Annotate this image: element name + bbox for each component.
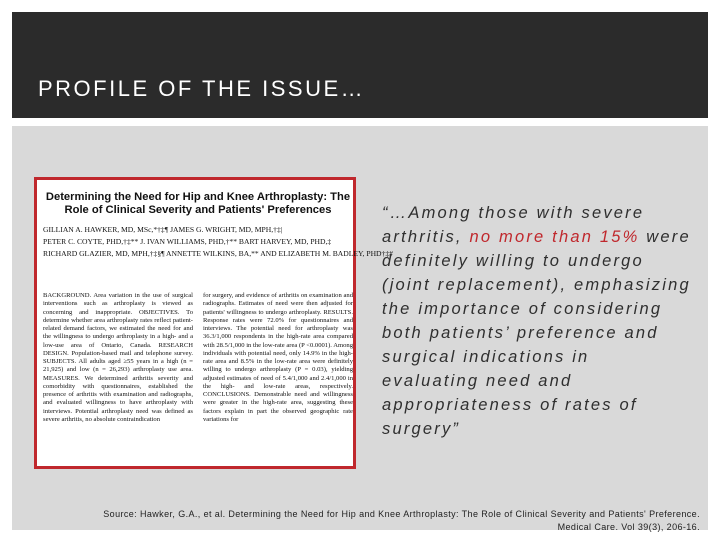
- paper-author-line: RICHARD GLAZIER, MD, MPH,†‡§¶ ANNETTE WILKINS, BA,** AND ELIZABETH M. BADLEY, PHD†‡#: [43, 249, 393, 259]
- paper-abstract-right-column: for surgery, and evidence of arthritis on examination and radiographs. Estimates of need were then adjusted for patients' willingness to undergo arthroplasty. RESULTS. Response rates were 72.0% for questionnaires and interviews. The potential need for arthroplasty was 36.3/1,000 respondents in the high-rate area compared with 28.5/1,000 in the low-rate area (P <0.0001). Among individuals with potential need, only 14.9% in the high-rate area and 8.5% in the low-rate area were definitely willing to undergo arthroplasty (P = 0.03), yielding adjusted estimates of need of 5.4/1,000 and 2.4/1,000 in the high- and low-rate areas, respectively. CONCLUSIONS. Demonstrable need and willingness were greater in the high-rate area, suggesting these factors explain in part the observed geographic rate variations for: [203, 292, 353, 423]
- paper-author-line: GILLIAN A. HAWKER, MD, MSc,*†‡¶ JAMES G. WRIGHT, MD, MPH,†‡|: [43, 225, 283, 234]
- paper-title: Determining the Need for Hip and Knee Arthroplasty: The Role of Clinical Severity and Patients' Preferences: [45, 191, 351, 216]
- source-citation-line1: Source: Hawker, G.A., et al. Determining the Need for Hip and Knee Arthroplasty: The Role of Clinical Severity and Patients' Preference.: [103, 509, 700, 519]
- slide-header: [12, 12, 708, 118]
- source-citation: [24, 508, 700, 534]
- paper-author-line: PETER C. COYTE, PHD,†‡** J. IVAN WILLIAMS, PHD,†** BART HARVEY, MD, PHD,‡: [43, 237, 332, 247]
- quote-text-end: were definitely willing to undergo (joint replacement), emphasizing the importance of considering both patients’ preference and surgical indications in evaluating need and appropriateness of rates of surgery”: [382, 228, 691, 438]
- quote-text: [382, 201, 692, 441]
- source-citation-line2: Medical Care. Vol 39(3), 206-16.: [557, 522, 700, 532]
- paper-abstract-left-column: BACKGROUND. Area variation in the use of surgical interventions such as arthroplasty is viewed as concerning and inappropriate. OBJECTIVES. To determine whether area arthroplasty rates reflect patient-related demand factors, we estimated the need for and the willingness to undergo arthroplasty in a high- and a low-use area of Ontario, Canada. RESEARCH DESIGN. Population-based mail and telephone survey. SUBJECTS. All adults aged ≥55 years in a high (n = 21,925) and low (n = 26,293) arthroplasty use area. MEASURES. We determined arthritis severity and comorbidity with questionnaires, established the presence of arthritis with examination and radiographs, and evaluated willingness to have arthroplasty with interviews. Potential arthroplasty need was defined as severe arthritis, no absolute contraindication: [43, 292, 193, 423]
- slide-title: PROFILE OF THE ISSUE…: [38, 76, 366, 101]
- paper-abstract: [43, 292, 353, 464]
- quote-highlight: no more than 15%: [469, 228, 640, 246]
- quote-text-start: “…Among those with severe arthritis,: [382, 204, 645, 246]
- paper-excerpt-image: [34, 177, 393, 469]
- paper-authors: [43, 224, 393, 261]
